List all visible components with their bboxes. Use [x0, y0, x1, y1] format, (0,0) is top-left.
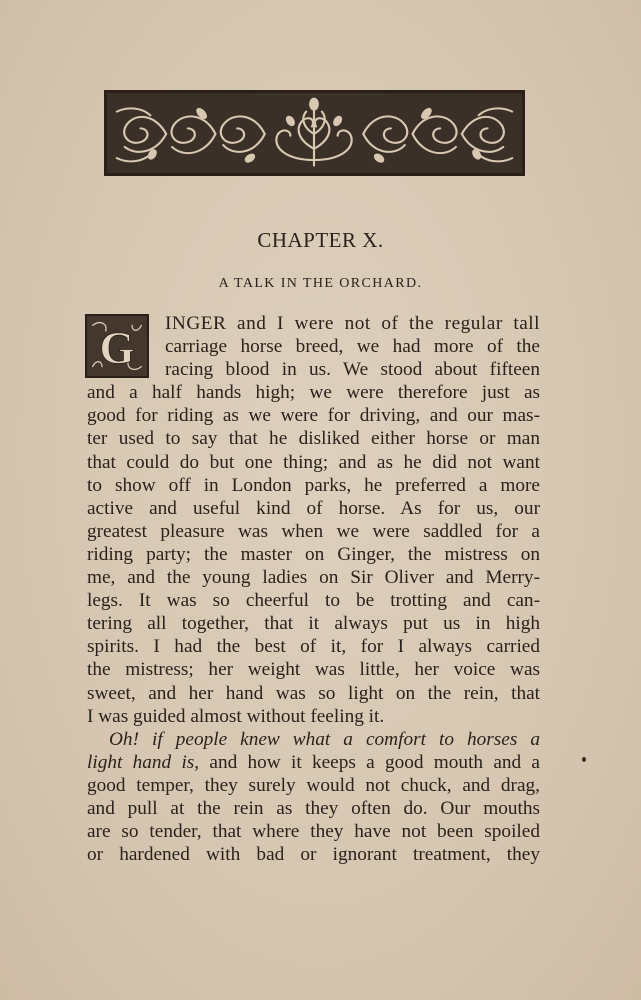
text-line: [87, 751, 540, 774]
text-line: good temper, they surely would not chuck, and drag,: [87, 774, 540, 796]
chapter-title: CHAPTER X.: [257, 228, 384, 252]
text-fragment: and how it keeps a good mouth and a: [199, 751, 540, 773]
chapter-subtitle: A TALK IN THE ORCHARD.: [218, 276, 423, 291]
text-line: riding party; the master on Ginger, the mistress on: [87, 543, 540, 565]
italic-phrase: light hand is,: [87, 751, 200, 773]
text-line: good for riding as we were for driving, and our mas-: [87, 405, 540, 427]
text-line: spirits. I had the best of it, for I always carried: [87, 636, 540, 658]
text-line: [87, 728, 540, 751]
text-line: carriage horse breed, we had more of the: [165, 336, 540, 358]
text-line: me, and the young ladies on Sir Oliver and Merry-: [87, 567, 540, 589]
text-line: to show off in London parks, he preferred a more: [87, 474, 540, 496]
text-line: legs. It was so cheerful to be trotting and can-: [87, 590, 540, 612]
text-line: I was guided almost without feeling it.: [87, 705, 385, 727]
ornamental-initial-g-icon: [87, 316, 147, 376]
text-line: are so tender, that where they have not been spoiled: [87, 821, 540, 843]
text-line: greatest pleasure was when we were saddled for a: [87, 520, 540, 542]
paper-speck: [582, 757, 586, 762]
text-line: or hardened with bad or ignorant treatment, they: [87, 844, 540, 866]
floral-scroll-ornament-icon: [107, 93, 522, 173]
text-line: ter used to say that he disliked either horse or man: [87, 428, 540, 450]
chapter-headpiece-ornament: [104, 90, 525, 176]
text-line: tering all together, that it always put us in high: [87, 613, 540, 635]
text-line: and pull at the rein as they often do. Our mouths: [87, 797, 540, 819]
text-line: INGER and I were not of the regular tall: [165, 313, 540, 334]
text-line: and a half hands high; we were therefore just as: [87, 382, 540, 404]
italic-phrase: Oh! if people knew what a comfort to horses a: [109, 728, 540, 750]
svg-text:G: G: [99, 322, 135, 373]
text-line: racing blood in us. We stood about fifteen: [165, 359, 540, 381]
chapter-body: [87, 312, 540, 866]
text-line: the mistress; her weight was little, her voice was: [87, 659, 540, 681]
text-line: sweet, and her hand was so light on the rein, that: [87, 682, 540, 704]
drop-cap-initial: [85, 314, 149, 378]
text-line: active and useful kind of horse. As for us, our: [87, 497, 540, 519]
text-line: that could do but one thing; and as he did not want: [87, 451, 540, 473]
